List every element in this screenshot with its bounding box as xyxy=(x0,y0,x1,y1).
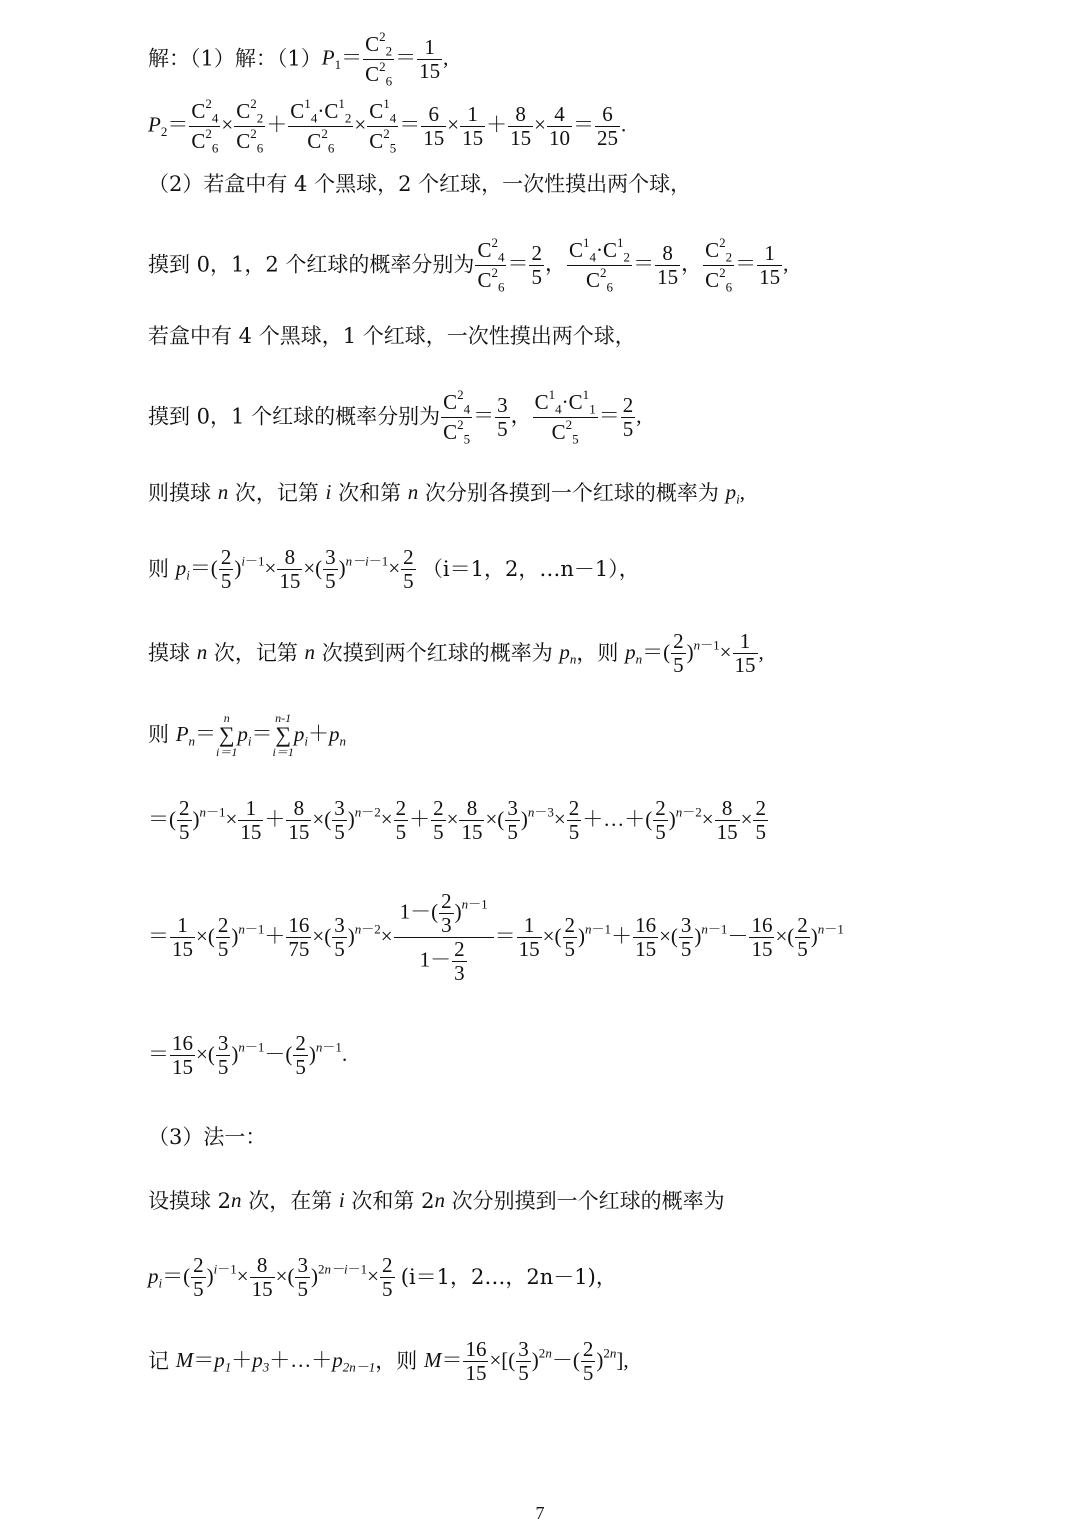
fraction: $\frac{2}{5}$ xyxy=(403,545,414,594)
fraction: $\frac{1}{15}$ xyxy=(518,913,540,962)
fraction: $\frac{6}{25}$ xyxy=(596,101,618,150)
solution-line-6: 摸到 0，1 个红球的概率分别为 $\frac{C^2_4}{C^2_5}$ ＝ $\frac{3}{5}$ ， $\frac{C^1_4\cdot C^1_1}{C^2_5}$ ＝ $\frac{2}{5}$ , xyxy=(148,387,642,446)
fraction: $\frac{C^2_4}{C^2_5}$ xyxy=(443,387,471,446)
fraction: $\frac{16}{15}$ xyxy=(751,913,773,962)
compound-fraction: 1－( $\frac{2}{3}$ )$^{n-1}$ 1－ $\frac{2}{3}$ xyxy=(394,890,494,985)
solution-line-10: 则 $P_n=$ n ∑ i＝1 $p_i=$ n-1 ∑ i＝1 $p_i+p_n$ xyxy=(148,711,346,759)
fraction: $\frac{2}{5}$ xyxy=(755,796,766,845)
fraction: $\frac{8}{15}$ xyxy=(657,240,679,289)
fraction: $\frac{2}{5}$ xyxy=(797,913,808,962)
fraction: $\frac{2}{5}$ xyxy=(568,796,580,845)
fraction: $\frac{C^1_4\cdot C^1_1}{C^2_5}$ xyxy=(534,387,596,446)
fraction: $\frac{3}{5}$ xyxy=(334,796,345,845)
fraction: $\frac{8}{15}$ xyxy=(288,796,310,845)
fraction: $\frac{2}{5}$ xyxy=(217,913,229,962)
text-span: 则 xyxy=(148,557,176,582)
solution-line-1: 解：（1）解：$(1)P_1=$ $\frac{C^2_2}{C^2_6}$ ＝ $\frac{1}{15}$ , xyxy=(148,29,449,88)
fraction: $\frac{3}{5}$ xyxy=(507,796,518,845)
fraction: $\frac{3}{5}$ xyxy=(334,913,345,962)
fraction: $\frac{2}{5}$ xyxy=(193,1253,204,1302)
fraction: $\frac{2}{3}$ xyxy=(441,889,452,938)
part3-heading: （3）法一： xyxy=(148,1125,267,1149)
solution-line-18: 记 $M=p_1+p_3+\dots+p_{2n-1}$，则 M＝ $\frac{16}{15}$ ×[( $\frac{3}{5}$ )$^{2n}$－( $\frac{2}{5}$ )$^{2n}$], xyxy=(148,1337,629,1386)
text-span: 则摸球 xyxy=(148,481,218,505)
fraction: $\frac{2}{5}$ xyxy=(395,796,407,845)
fraction: $\frac{6}{15}$ xyxy=(423,101,445,150)
fraction: $\frac{2}{5}$ xyxy=(622,392,634,441)
fraction: $\frac{2}{5}$ xyxy=(382,1253,393,1302)
fraction: $\frac{1}{15}$ xyxy=(462,101,484,150)
fraction: $\frac{C^2_2}{C^2_6}$ xyxy=(705,235,733,294)
fraction: $\frac{2}{5}$ xyxy=(433,796,444,845)
solution-line-17: $p_i=$( $\frac{2}{5}$ )$^{i-1}$× $\frac{8}{15}$ ×( $\frac{3}{5}$ )$^{2n-i-1}$× $\frac{2}{5}$ (i＝1，2…，2n－1)， xyxy=(148,1253,617,1302)
solution-line-5 xyxy=(148,325,1040,347)
page-number: 7 xyxy=(535,1503,545,1523)
solution-line-4: 摸到 0，1，2 个红球的概率分别为 $\frac{C^2_4}{C^2_6}$ ＝ $\frac{2}{5}$ ， $\frac{C^1_4\cdot C^1_2}{C^2_6}$ ＝ $\frac{8}{15}$ ， $\frac{C^2_2}{C^2_6}$ ＝ $\frac{1}{15}$ , xyxy=(148,235,789,294)
fraction: $\frac{3}{5}$ xyxy=(325,545,336,594)
text-span: 次摸到两个红球的概率为 xyxy=(315,641,560,666)
text-span: 摸球 xyxy=(148,641,197,666)
fraction: $\frac{2}{5}$ xyxy=(582,1337,594,1386)
fraction: $\frac{1}{15}$ xyxy=(759,240,781,289)
solution-line-7: 则摸球 n 次，记第 i 次和第 n 次分别各摸到一个红球的概率为 $p_i$, xyxy=(148,480,745,507)
fraction: $\frac{3}{5}$ xyxy=(518,1337,529,1386)
solution-line-12: ＝ $\frac{1}{15}$ ×( $\frac{2}{5}$ )$^{n-1}$＋ $\frac{16}{75}$ ×( $\frac{3}{5}$ )$^{n-2}$× 1－( $\frac{2}{3}$ )$^{n-1}$ 1－ $\frac{2}{3}$ ＝ $\frac{1}{15}$ ×( $\frac{2}{5}$ )$^{n-1}$＋ $\frac{16}{15}$ ×( $\frac{3}{5}$ )$^{n-1}$－ $\frac{16}{15}$ ×( $\frac{2}{5}$ )$^{n-1}$ xyxy=(148,889,844,986)
fraction: $\frac{16}{15}$ xyxy=(635,913,657,962)
fraction: $\frac{2}{3}$ xyxy=(454,937,465,986)
fraction: $\frac{8}{15}$ xyxy=(279,545,301,594)
fraction: $\frac{1}{15}$ xyxy=(419,34,441,83)
text-span: 摸到 0，1，2 个红球的概率分别为 xyxy=(148,252,475,277)
text-span: 次，记第 xyxy=(228,481,326,505)
fraction: $\frac{1}{15}$ xyxy=(734,629,756,678)
fraction: $\frac{3}{5}$ xyxy=(297,1253,308,1302)
fraction: $\frac{16}{15}$ xyxy=(172,1031,193,1080)
summation-sign: n-1 ∑ i＝1 xyxy=(272,711,294,759)
text-span: 次和第 xyxy=(331,481,408,505)
solution-heading: 解：（1）解：（1） xyxy=(148,46,322,71)
text-span: 次分别各摸到一个红球的概率为 xyxy=(418,481,726,505)
fraction: $\frac{C^1_4\cdot C^1_2}{C^2_6}$ xyxy=(568,235,631,294)
text-span: 设摸球 2 xyxy=(148,1189,232,1213)
fraction: $\frac{2}{5}$ xyxy=(531,240,542,289)
fraction: $\frac{C^2_2}{C^2_6}$ xyxy=(365,29,393,88)
fraction: $\frac{C^1_4\cdot C^1_2}{C^2_6}$ xyxy=(290,96,352,155)
text-span: ，则 xyxy=(375,1349,424,1374)
fraction: $\frac{1}{15}$ xyxy=(240,796,262,845)
fraction: $\frac{16}{15}$ xyxy=(465,1337,487,1386)
fraction: $\frac{2}{5}$ xyxy=(179,796,190,845)
fraction: $\frac{C^2_4}{C^2_6}$ xyxy=(477,235,505,294)
fraction: $\frac{3}{5}$ xyxy=(217,1031,229,1080)
fraction: $\frac{C^1_4}{C^2_5}$ xyxy=(369,96,397,155)
summation-sign: n ∑ i＝1 xyxy=(216,711,238,759)
fraction: $\frac{1}{15}$ xyxy=(172,913,193,962)
part2-intro: （2）若盒中有 4 个黑球，2 个红球，一次性摸出两个球， xyxy=(148,172,692,196)
fraction: $\frac{4}{10}$ xyxy=(548,101,570,150)
fraction: $\frac{3}{5}$ xyxy=(680,913,692,962)
text-span: （i＝1，2，…n－1）， xyxy=(421,557,640,582)
fraction: $\frac{8}{15}$ xyxy=(510,101,532,150)
solution-line-9: 摸球 n 次，记第 n 次摸到两个红球的概率为 $p_n$，则 $p_n=$( $\frac{2}{5}$ )$^{n-1}$× $\frac{1}{15}$ , xyxy=(148,629,764,678)
text-span: 若盒中有 4 个黑球，1 个红球，一次性摸出两个球， xyxy=(148,324,636,348)
fraction: $\frac{2}{5}$ xyxy=(655,796,666,845)
fraction: $\frac{C^2_4}{C^2_6}$ xyxy=(191,96,219,155)
text-span: 次，记第 xyxy=(207,641,305,666)
text-span: 摸到 0，1 个红球的概率分别为 xyxy=(148,404,441,429)
solution-line-16: 设摸球 2n 次，在第 i 次和第 2n 次分别摸到一个红球的概率为 xyxy=(148,1188,725,1213)
solution-line-3 xyxy=(148,173,1040,195)
fraction: $\frac{2}{5}$ xyxy=(564,913,576,962)
solution-line-2: $P_2=$ $\frac{C^2_4}{C^2_6}$ × $\frac{C^2_2}{C^2_6}$ ＋ $\frac{C^1_4\cdot C^1_2}{C^2_6}$ × $\frac{C^1_4}{C^2_5}$ ＝ $\frac{6}{15}$ × $\frac{1}{15}$ ＋ $\frac{8}{15}$ × $\frac{4}{10}$ ＝ $\frac{6}{25}$ . xyxy=(148,96,627,155)
solution-line-8: 则 $p_i=$( $\frac{2}{5}$ )$^{i-1}$× $\frac{8}{15}$ ×( $\frac{3}{5}$ )$^{n-i-1}$× $\frac{2}{5}$ （i＝1，2，…n－1）， xyxy=(148,545,640,594)
text-span: 次和第 2 xyxy=(344,1189,435,1213)
text-span: (i＝1，2…，2n－1)， xyxy=(400,1265,617,1290)
solution-line-15 xyxy=(148,1126,1040,1148)
fraction: $\frac{8}{15}$ xyxy=(716,796,738,845)
text-span: 次分别摸到一个红球的概率为 xyxy=(444,1189,725,1213)
fraction: $\frac{2}{5}$ xyxy=(295,1031,306,1080)
fraction: $\frac{8}{15}$ xyxy=(461,796,483,845)
text-span: 则 xyxy=(148,722,176,747)
fraction: $\frac{C^2_2}{C^2_6}$ xyxy=(236,96,264,155)
text-span: 次，在第 xyxy=(241,1189,339,1213)
text-span: 记 xyxy=(148,1349,176,1374)
solution-line-11: ＝( $\frac{2}{5}$ )$^{n-1}$× $\frac{1}{15}$ ＋ $\frac{8}{15}$ ×( $\frac{3}{5}$ )$^{n-2}$× $\frac{2}{5}$ ＋ $\frac{2}{5}$ × $\frac{8}{15}$ ×( $\frac{3}{5}$ )$^{n-3}$× $\frac{2}{5}$ ＋…＋( $\frac{2}{5}$ )$^{n-2}$× $\frac{8}{15}$ × $\frac{2}{5}$ xyxy=(148,796,766,845)
fraction: $\frac{8}{15}$ xyxy=(251,1253,273,1302)
fraction: $\frac{2}{5}$ xyxy=(220,545,232,594)
text-span: ，则 xyxy=(576,641,626,666)
solution-line-13: ＝ $\frac{16}{15}$ ×( $\frac{3}{5}$ )$^{n-1}$－( $\frac{2}{5}$ )$^{n-1}$. xyxy=(148,1031,348,1080)
fraction: $\frac{16}{75}$ xyxy=(288,913,310,962)
fraction: $\frac{2}{5}$ xyxy=(673,629,684,678)
fraction: $\frac{3}{5}$ xyxy=(497,392,508,441)
